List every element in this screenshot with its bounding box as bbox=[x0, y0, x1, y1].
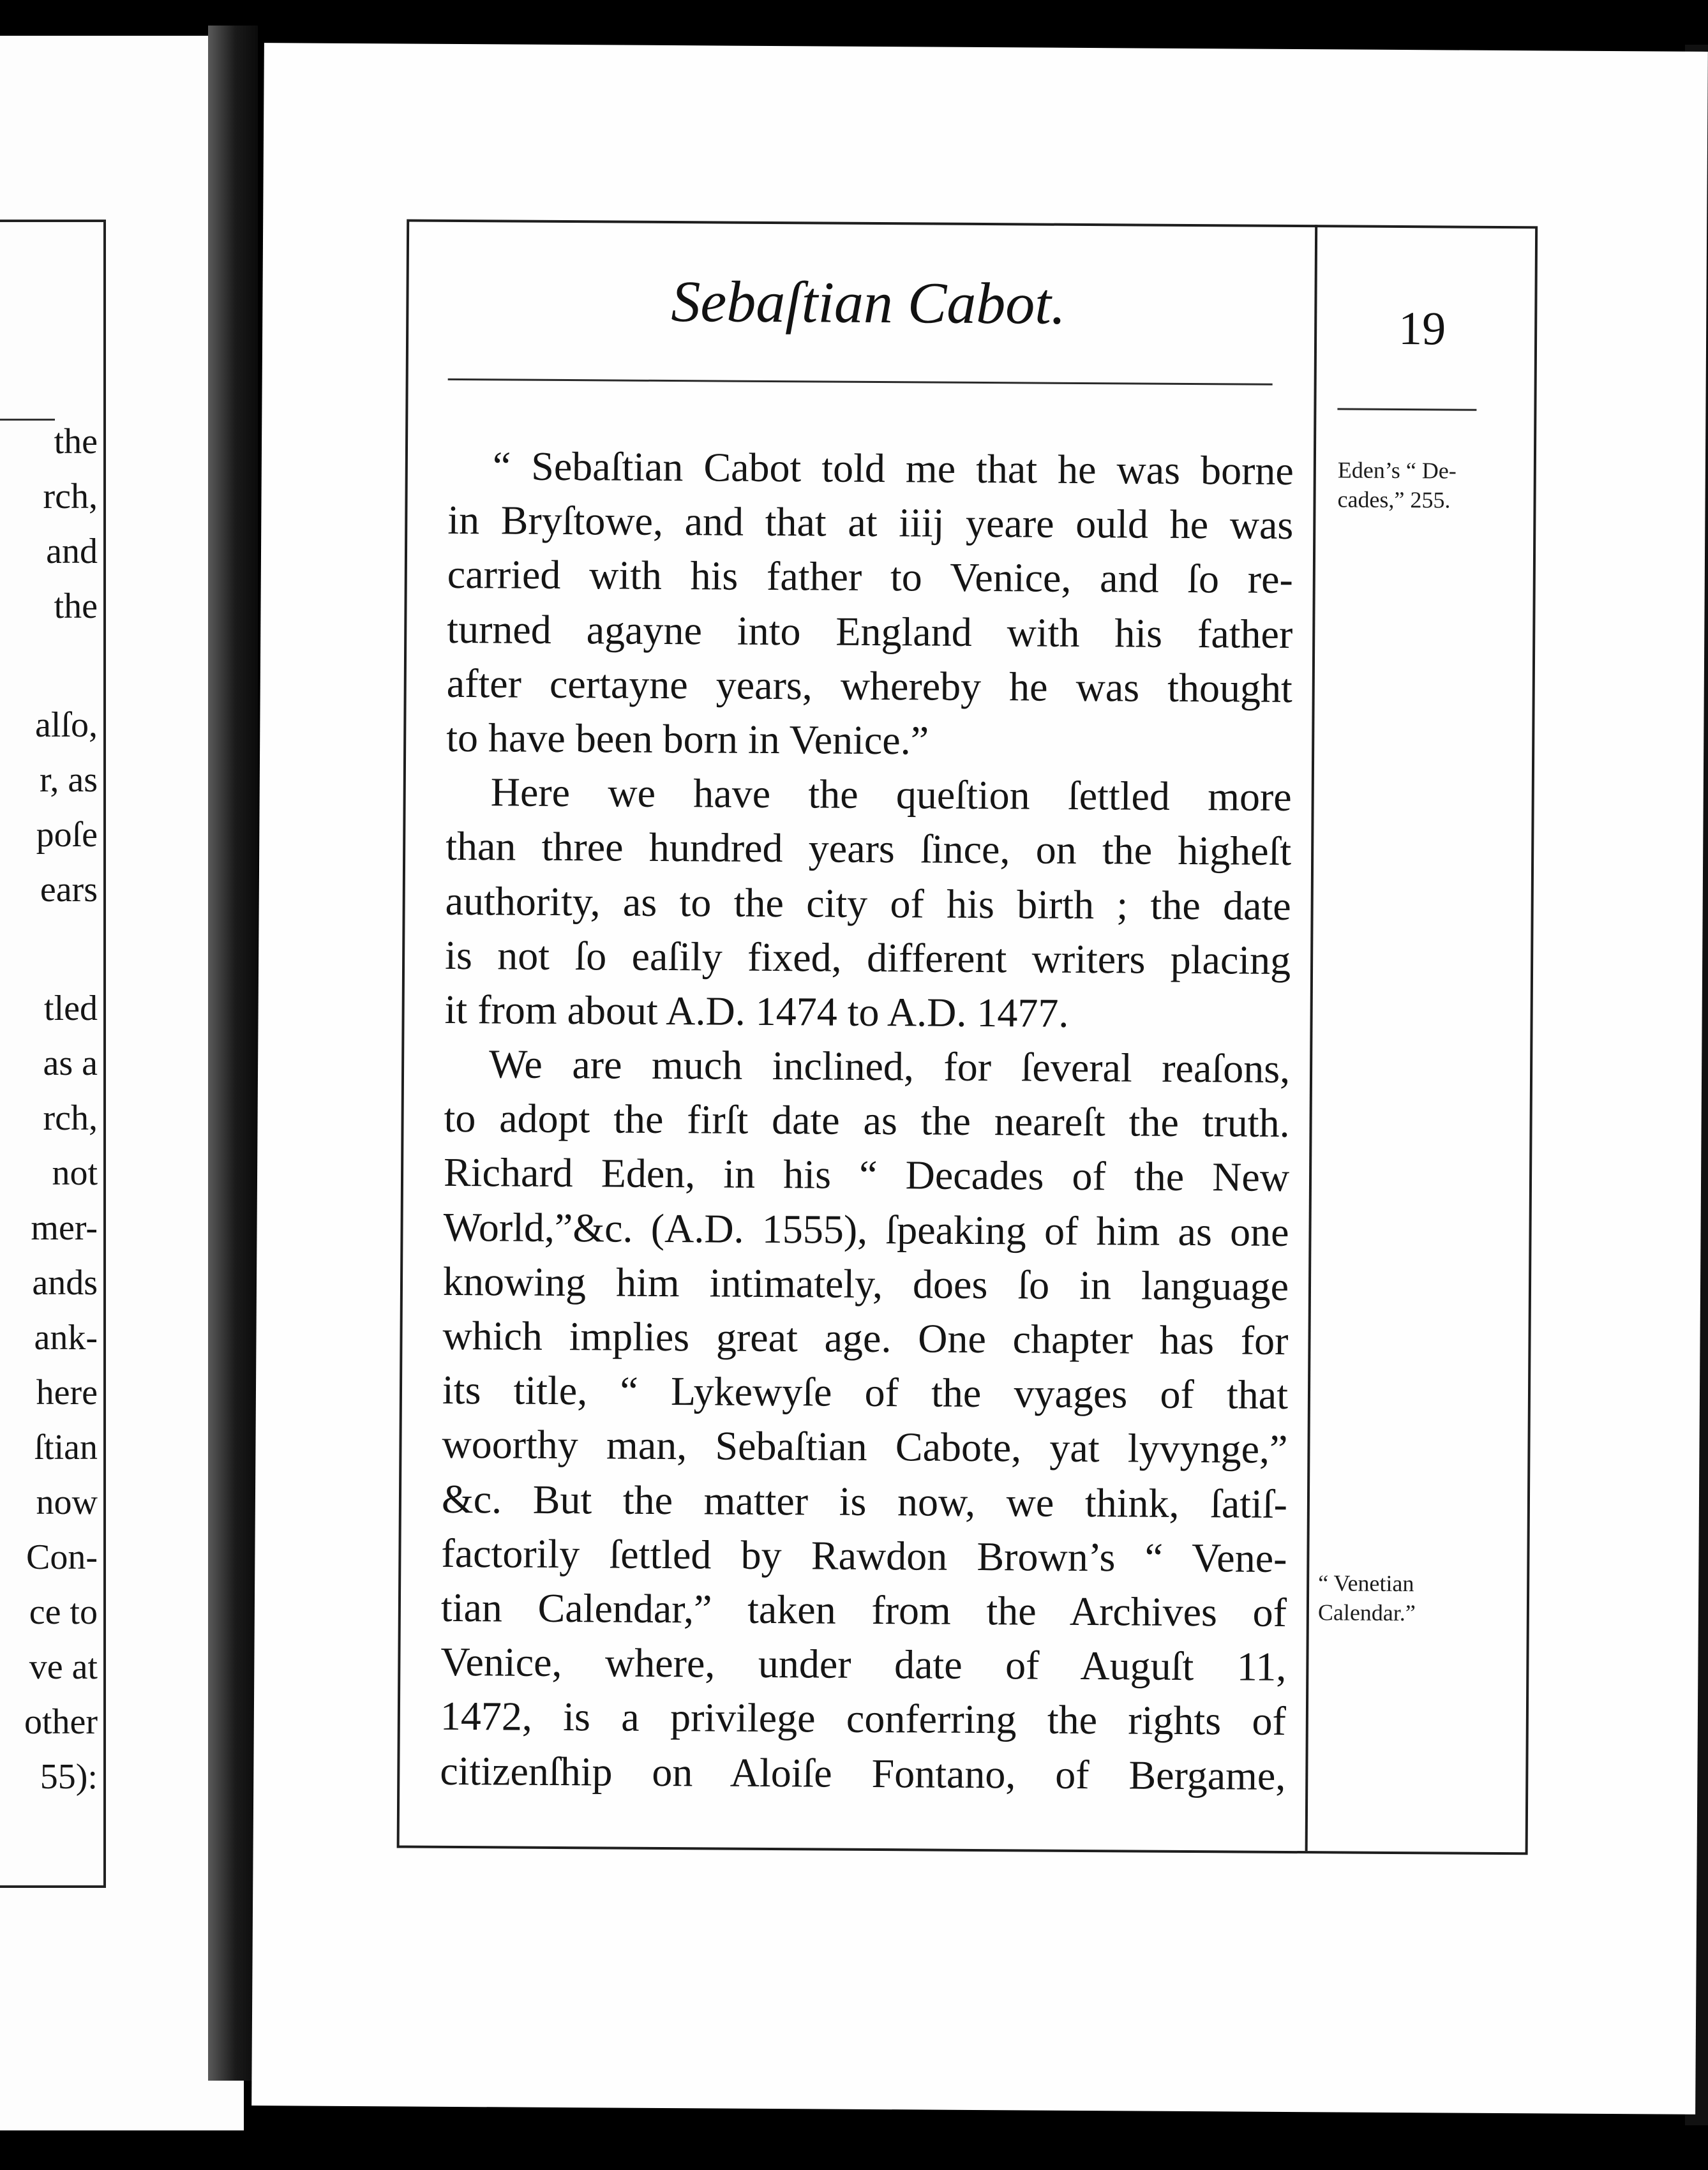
text-line: We are much inclined, for ſeveral reaſons, bbox=[488, 1041, 1291, 1092]
text-line: in Bryſtowe, and that at iiij yeare ould he was bbox=[447, 497, 1294, 548]
left-fragment: not bbox=[52, 1153, 98, 1193]
left-fragment: rch, bbox=[43, 1098, 98, 1138]
text-line: “ Sebaſtian Cabot told me that he was borne bbox=[492, 443, 1294, 493]
left-fragment: the bbox=[54, 422, 98, 461]
book-gutter bbox=[208, 26, 258, 2081]
left-fragment: ears bbox=[40, 870, 98, 909]
text-line: to have been born in Venice.” bbox=[446, 714, 929, 763]
text-line: tian Calendar,” taken from the Archives of bbox=[440, 1584, 1287, 1635]
text-line: citizenſhip on Aloiſe Fontano, of Bergame, bbox=[440, 1747, 1286, 1799]
margin-note-eden bbox=[1337, 455, 1456, 514]
text-line: turned agayne into England with his father bbox=[447, 606, 1293, 657]
text-line: Venice, where, under date of Auguſt 11, bbox=[440, 1638, 1287, 1690]
text-line: which implies great age. One chapter has for bbox=[442, 1312, 1289, 1363]
running-title: Sebaſtian Cabot. bbox=[671, 269, 1067, 336]
left-page-rule bbox=[0, 419, 55, 421]
text-line: carried with his father to Venice, and ſo re- bbox=[447, 551, 1294, 602]
text-line: its title, “ Lykewyſe of the vyages of that bbox=[442, 1367, 1289, 1418]
text-line: woorthy man, Sebaſtian Cabote, yat lyvynge,” bbox=[442, 1421, 1288, 1472]
margin-note-line: Calendar.” bbox=[1317, 1599, 1416, 1626]
left-fragment: poſe bbox=[36, 815, 98, 855]
text-line: World,”&c. (A.D. 1555), ſpeaking of him as one bbox=[443, 1204, 1289, 1255]
page-number: 19 bbox=[1398, 302, 1446, 355]
left-fragment: ank- bbox=[34, 1318, 98, 1358]
text-line: 1472, is a privilege conferring the rights of bbox=[440, 1693, 1287, 1744]
left-fragment: rch, bbox=[43, 477, 98, 516]
text-line: authority, as to the city of his birth ; the date bbox=[445, 878, 1291, 929]
text-line: than three hundred years ſince, on the higheſt bbox=[445, 823, 1292, 874]
text-line: is not ſo eaſily fixed, different writers placing bbox=[444, 932, 1291, 983]
left-fragment: Con- bbox=[26, 1538, 98, 1577]
text-line: &c. But the matter is now, we think, ſatiſ- bbox=[441, 1476, 1288, 1527]
margin-note-line: cades,” 255. bbox=[1337, 486, 1451, 513]
left-fragment: now bbox=[36, 1483, 98, 1522]
text-line: after certayne years, whereby he was thought bbox=[446, 660, 1292, 711]
left-fragment: ands bbox=[32, 1263, 98, 1303]
left-fragment: the bbox=[54, 587, 98, 626]
left-fragment: tled bbox=[44, 989, 98, 1028]
text-line: factorily ſettled by Rawdon Brown’s “ Vene- bbox=[441, 1530, 1287, 1581]
left-fragment: other bbox=[24, 1702, 98, 1742]
text-line: it from about A.D. 1474 to A.D. 1477. bbox=[444, 986, 1069, 1036]
text-line: Here we have the queſtion ſettled more bbox=[490, 769, 1292, 820]
left-fragment: ve at bbox=[29, 1647, 98, 1687]
text-line: to adopt the firſt date as the neareſt the truth. bbox=[444, 1095, 1290, 1146]
left-fragment: ſtian bbox=[34, 1428, 98, 1467]
left-fragment: mer- bbox=[31, 1208, 98, 1248]
left-fragment: alſo, bbox=[35, 705, 98, 745]
left-fragment: ce to bbox=[29, 1592, 98, 1632]
margin-note-line: “ Venetian bbox=[1318, 1570, 1414, 1597]
left-fragment: here bbox=[36, 1373, 98, 1412]
left-fragment: as a bbox=[43, 1044, 98, 1083]
margin-note-line: Eden’s “ De- bbox=[1337, 457, 1457, 484]
page-right bbox=[251, 43, 1708, 2114]
facing-page-left bbox=[0, 36, 244, 2130]
text-line: Richard Eden, in his “ Decades of the New bbox=[443, 1149, 1290, 1201]
margin-note-venetian bbox=[1318, 1568, 1416, 1627]
text-line: knowing him intimately, does ſo in language bbox=[442, 1258, 1289, 1309]
left-fragment: 55): bbox=[40, 1757, 98, 1797]
body-text bbox=[440, 438, 1294, 1803]
left-fragment: and bbox=[46, 532, 98, 571]
left-fragment: r, as bbox=[39, 760, 98, 800]
